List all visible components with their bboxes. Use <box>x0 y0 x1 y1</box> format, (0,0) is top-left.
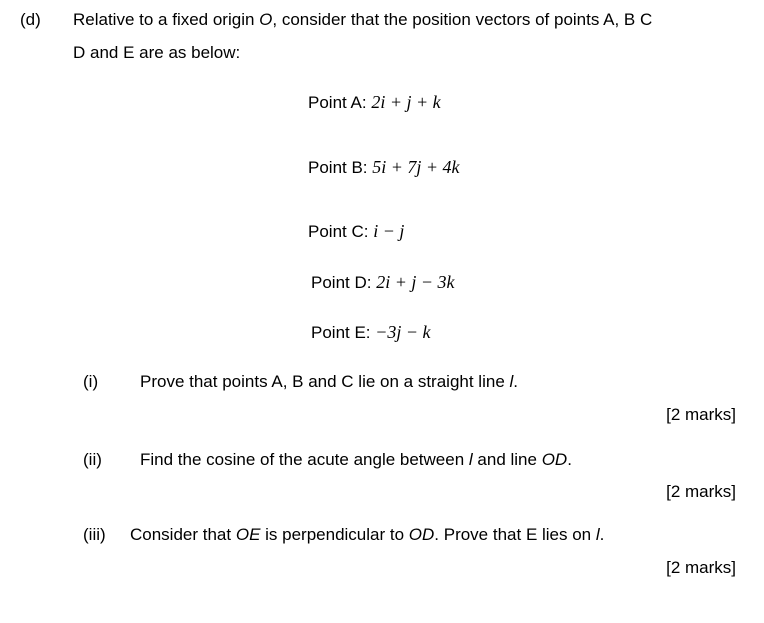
part-iii-label: (iii) <box>83 525 106 544</box>
point-e-vector: −3j − k <box>375 322 431 342</box>
part-iii-text <box>130 525 604 545</box>
intro-text-pre: Relative to a fixed origin <box>73 10 260 29</box>
part-iii-text-mid: is perpendicular to <box>260 525 409 544</box>
part-i-text-pre: Prove that points A, B and C lie on a straight line <box>140 372 510 391</box>
point-d-vector: 2i + j − 3k <box>376 272 455 292</box>
point-b-label: Point B: <box>308 158 373 177</box>
point-a-label: Point A: <box>308 93 372 112</box>
intro-text-post: , consider that the position vectors of points A, B C <box>272 10 653 29</box>
point-b <box>308 157 460 178</box>
point-a-vector: 2i + j + k <box>371 92 441 112</box>
point-c <box>308 221 404 242</box>
part-i-label: (i) <box>83 372 99 391</box>
point-e-label: Point E: <box>311 323 376 342</box>
part-ii-label: (ii) <box>83 450 102 469</box>
part-ii-text-pre: Find the cosine of the acute angle between <box>140 450 469 469</box>
part-ii-marks: [2 marks] <box>666 482 736 501</box>
vector-oe-symbol: OE <box>235 525 261 544</box>
line-l-symbol: l <box>595 525 600 544</box>
part-iii-marks: [2 marks] <box>666 558 736 577</box>
point-b-vector: 5i + 7j + 4k <box>372 157 460 177</box>
point-e <box>311 322 431 343</box>
part-iii-text-pre: Consider that <box>130 525 236 544</box>
part-i-text-post: . <box>513 372 519 391</box>
vector-od-symbol: OD <box>408 525 435 544</box>
point-d <box>311 272 455 293</box>
point-c-label: Point C: <box>308 222 374 241</box>
line-l-symbol: l <box>468 450 473 469</box>
question-intro-line2: D and E are as below: <box>73 43 241 62</box>
part-i-text <box>140 372 518 392</box>
part-ii-text-post: . <box>567 450 572 469</box>
part-iii-text-mid2: . Prove that E lies on <box>434 525 596 544</box>
part-i-marks: [2 marks] <box>666 405 736 424</box>
part-iii-text-post: . <box>599 525 605 544</box>
part-ii-text <box>140 450 572 470</box>
question-label: (d) <box>20 10 41 29</box>
point-a <box>308 92 441 113</box>
point-d-label: Point D: <box>311 273 377 292</box>
line-l-symbol: l <box>509 372 514 391</box>
part-ii-text-mid: and line <box>472 450 542 469</box>
question-intro-line1 <box>73 10 652 30</box>
point-c-vector: i − j <box>373 221 405 241</box>
line-od-symbol: OD <box>541 450 568 469</box>
origin-symbol: O <box>259 10 273 29</box>
